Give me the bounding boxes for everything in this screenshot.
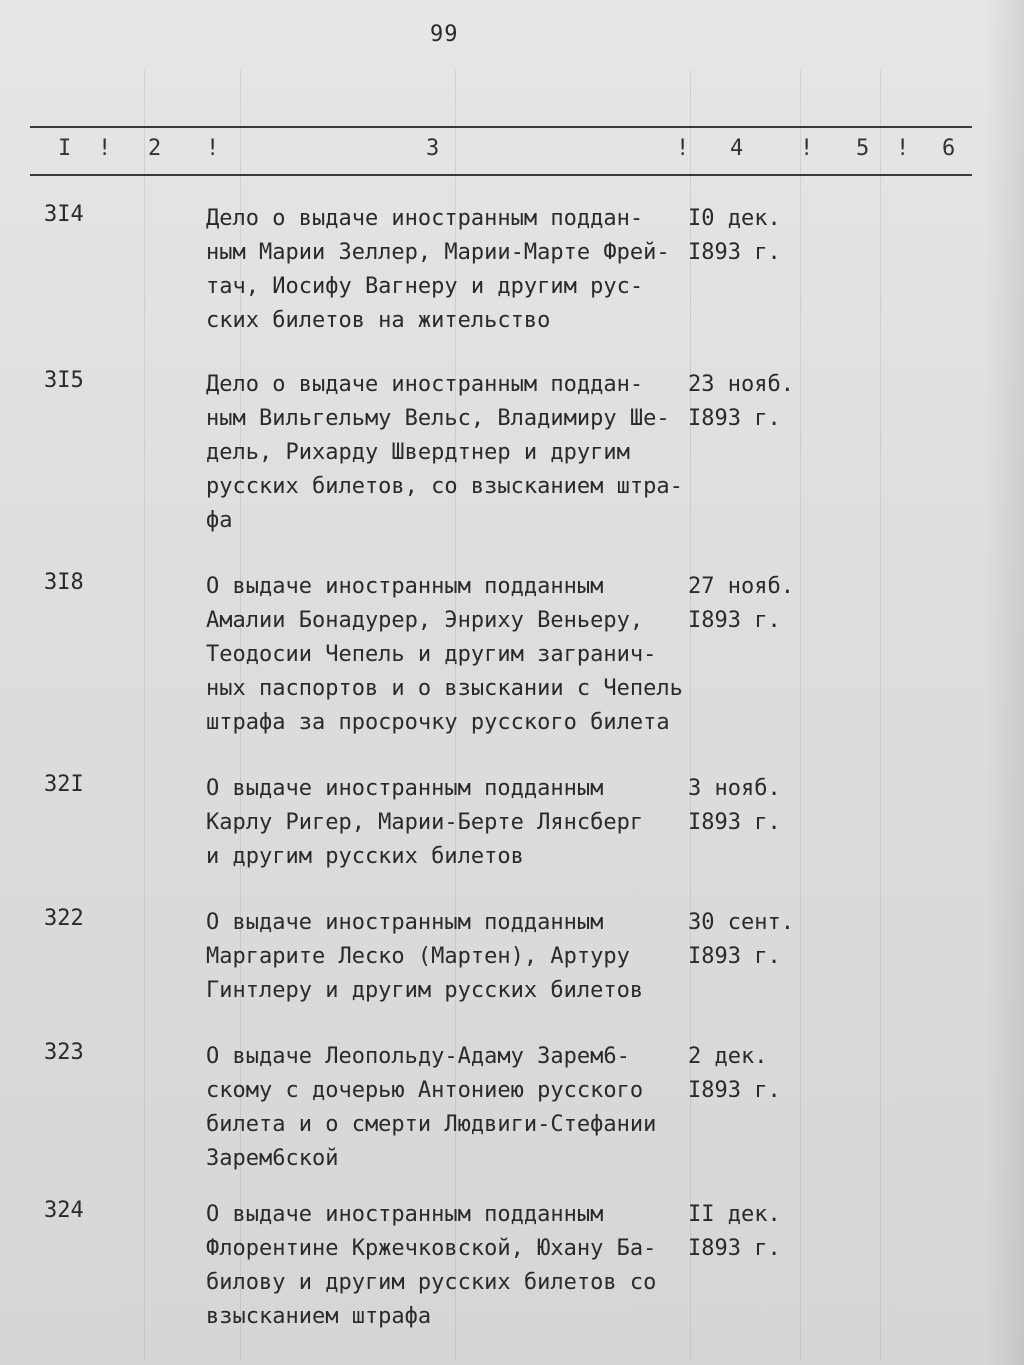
header-separator: !: [896, 136, 910, 161]
entry-date: 3 нояб. I893 г.: [688, 776, 781, 835]
entry-number: 32I: [44, 772, 84, 797]
entry-description: О выдаче иностранным подданным Амалии Бонадурер, Энриху Веньеру, Теодосии Чепель и другим загранич- ных паспортов и о взыскании с Чепель штрафа за просрочку русского билета: [206, 574, 683, 735]
entry-number: 3I4: [44, 202, 84, 227]
entry-date: 2 дек. I893 г.: [688, 1044, 781, 1103]
header-separator: !: [676, 136, 690, 161]
header-separator: !: [206, 136, 220, 161]
entry-description: О выдаче иностранным подданным Карлу Ригер, Марии-Берте Лянсберг и другим русских билетов: [206, 776, 644, 869]
header-col-3: 3: [426, 136, 440, 161]
entry-date: II дек. I893 г.: [688, 1202, 781, 1261]
header-col-1: I: [58, 136, 72, 161]
entry-description: О выдаче иностранным подданным Маргарите Леско (Мартен), Артуру Гинтлеру и другим русских билетов: [206, 910, 644, 1003]
entry-description: Дело о выдаче иностранным поддан- ным Вильгельму Вельс, Владимиру Ше- дель, Рихарду Швердтнер и другим русских билетов, со взысканием штра- фа: [206, 372, 683, 533]
entry-number: 3I8: [44, 570, 84, 595]
column-guide-line: [144, 70, 145, 1360]
entry-number: 3I5: [44, 368, 84, 393]
header-col-5: 5: [856, 136, 870, 161]
entry-description: О выдаче иностранным подданным Флорентине Кржечковской, Юхану Ба- билову и другим русских билетов со взысканием штрафа: [206, 1202, 657, 1329]
page-number: 99: [430, 22, 459, 47]
entry-description: О выдаче Леопольду-Адаму Зарем6- скому с дочерью Антониею русского билета и о смерти Людвиги-Стефании Зарем6ской: [206, 1044, 657, 1171]
entry-date: I0 дек. I893 г.: [688, 206, 781, 265]
header-top-rule: [30, 126, 972, 128]
header-col-6: 6: [942, 136, 956, 161]
header-bottom-rule: [30, 174, 972, 176]
header-col-2: 2: [148, 136, 162, 161]
entry-date: 23 нояб. I893 г.: [688, 372, 794, 431]
entry-number: 323: [44, 1040, 84, 1065]
entry-description: Дело о выдаче иностранным поддан- ным Марии Зеллер, Марии-Марте Фрей- тач, Иосифу Вагнеру и другим рус- ских билетов на жительство: [206, 206, 670, 333]
entry-date: 30 сент. I893 г.: [688, 910, 794, 969]
entry-date: 27 нояб. I893 г.: [688, 574, 794, 633]
column-guide-line: [880, 70, 881, 1360]
entry-number: 322: [44, 906, 84, 931]
header-separator: !: [98, 136, 112, 161]
header-separator: !: [800, 136, 814, 161]
page-edge-shadow: [984, 0, 1024, 1365]
header-col-4: 4: [730, 136, 744, 161]
entry-number: 324: [44, 1198, 84, 1223]
